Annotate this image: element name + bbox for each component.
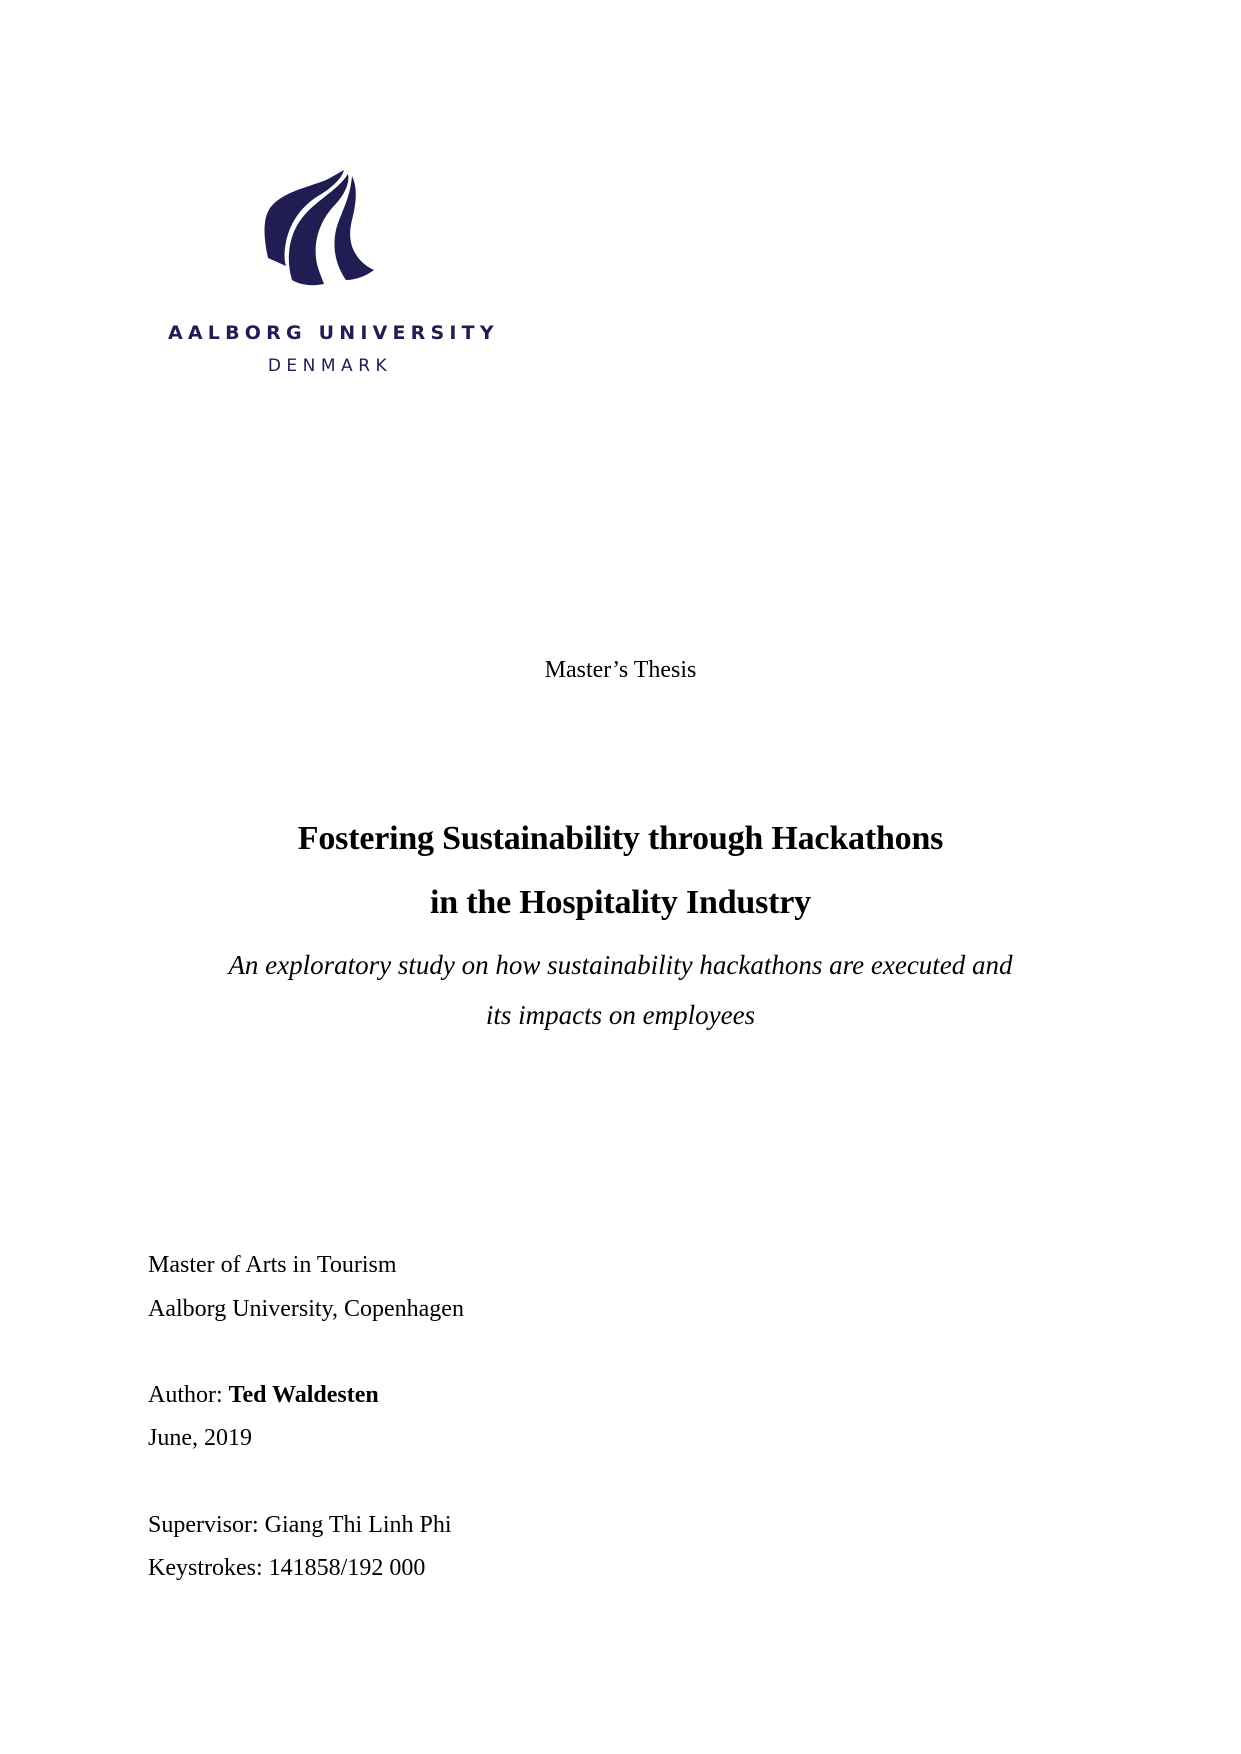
title-line-2: in the Hospitality Industry (430, 884, 811, 921)
author-name: Ted Waldesten (228, 1382, 379, 1408)
subtitle-line-1: An exploratory study on how sustainability hackathons are executed and (228, 950, 1013, 980)
institution: Aalborg University, Copenhagen (148, 1296, 464, 1322)
university-name: AALBORG UNIVERSITY (168, 322, 499, 344)
title-line-1: Fostering Sustainability through Hackathons (297, 820, 944, 857)
subtitle-line-2: its impacts on employees (485, 1000, 756, 1030)
document-type: Master’s Thesis (544, 657, 697, 683)
programme: Master of Arts in Tourism (148, 1252, 397, 1278)
supervisor: Supervisor: Giang Thi Linh Phi (148, 1512, 452, 1538)
university-emblem-icon (262, 170, 374, 288)
university-country: DENMARK (267, 356, 393, 376)
author-label: Author: (148, 1382, 229, 1408)
keystrokes: Keystrokes: 141858/192 000 (148, 1555, 426, 1581)
date: June, 2019 (148, 1425, 252, 1451)
author-line (148, 1382, 379, 1409)
